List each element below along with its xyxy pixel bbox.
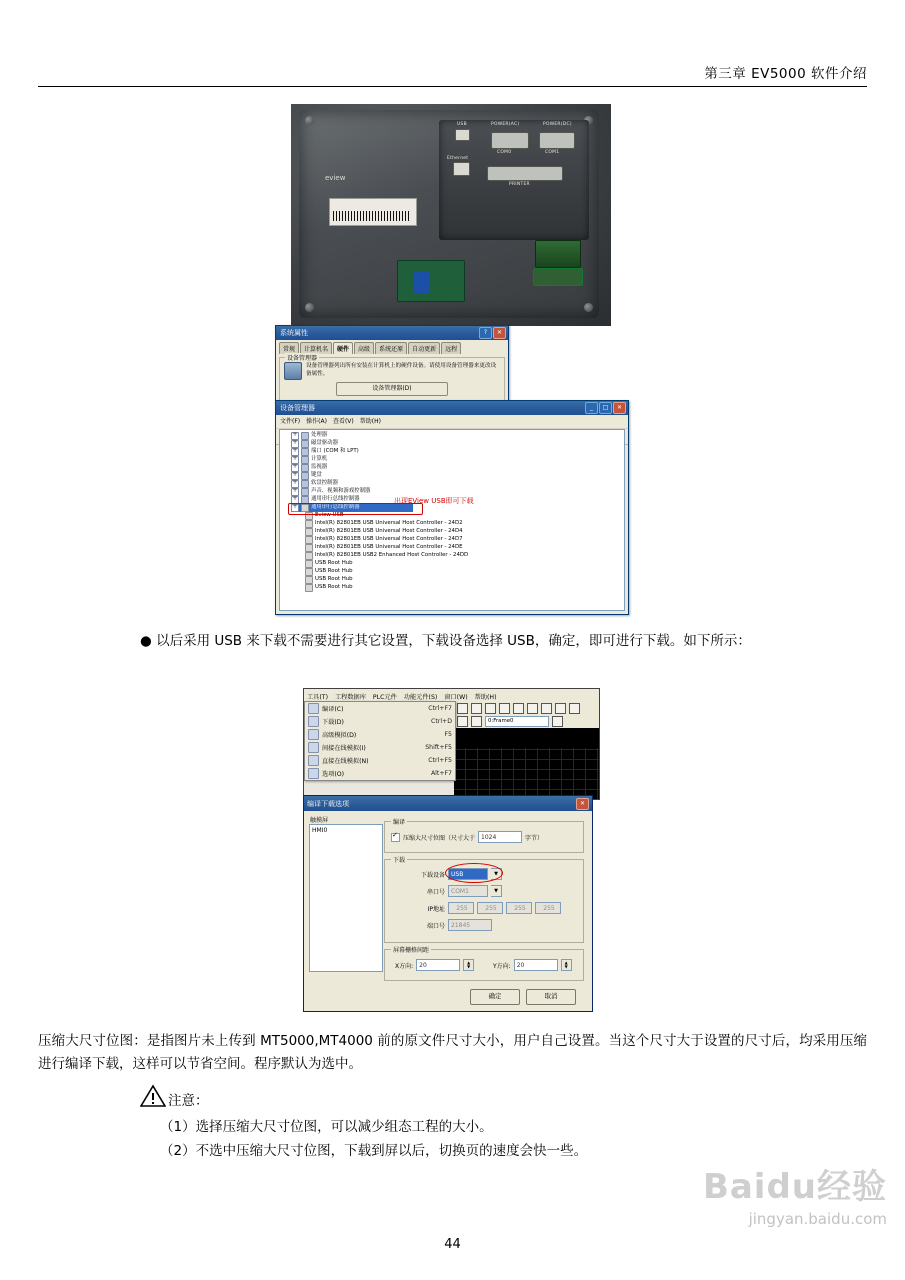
menu-item-compile[interactable] xyxy=(305,702,455,715)
ip-octet-1[interactable]: 255 xyxy=(448,902,474,914)
window-titlebar xyxy=(276,326,508,340)
menu-bar[interactable] xyxy=(276,415,628,429)
minimize-button[interactable]: _ xyxy=(585,402,598,414)
device-manager-icon xyxy=(284,362,302,380)
menu-function-parts[interactable]: 功能元件(S) xyxy=(403,693,438,701)
compress-label: 压缩大尺寸位图（尺寸大于 xyxy=(403,834,476,842)
list-item-hmi0[interactable]: HMI0 xyxy=(312,827,328,834)
menu-item-label: 编译(C) xyxy=(322,706,344,713)
tree-item xyxy=(305,568,621,576)
cancel-button[interactable]: 取消 xyxy=(526,989,576,1005)
tree-label: Intel(R) 82801EB USB Universal Host Controller - 24DE xyxy=(315,544,463,551)
tab-system-restore[interactable]: 系统还原 xyxy=(375,342,407,354)
window-combo[interactable]: 0:Frame0 xyxy=(485,716,549,727)
menu-view[interactable]: 查看(V) xyxy=(332,418,354,425)
screw-icon xyxy=(305,116,314,125)
tree-item xyxy=(305,560,621,568)
window-selector-row[interactable] xyxy=(454,715,599,729)
download-device-label: 下载设备 xyxy=(420,871,445,879)
ip-octet-4[interactable]: 255 xyxy=(535,902,561,914)
window-titlebar xyxy=(276,401,628,415)
polyline-icon[interactable] xyxy=(471,703,482,714)
y-spinner[interactable]: ▲ ▼ xyxy=(561,959,572,971)
help-button[interactable]: ? xyxy=(479,327,492,339)
ev5000-editor-window[interactable] xyxy=(303,688,600,800)
menu-item-shortcut: Alt+F7 xyxy=(430,770,452,777)
direct-sim-icon xyxy=(308,755,319,766)
tree-item xyxy=(291,456,621,464)
tree-label: Eview USB xyxy=(315,512,344,519)
menu-item-label: 间接在线模拟(I) xyxy=(322,745,366,752)
menu-tools[interactable]: 工具(T) xyxy=(307,693,328,701)
highlight-download-device xyxy=(445,863,503,883)
compress-size-input[interactable]: 1024 xyxy=(478,831,522,843)
y-spacing-label: Y方向: xyxy=(493,962,511,970)
compile-group xyxy=(384,821,584,853)
com0-port xyxy=(491,132,529,149)
tab-general[interactable]: 常规 xyxy=(279,342,299,354)
tree-item xyxy=(305,536,621,544)
tree-item xyxy=(305,552,621,560)
brand-logo: eview xyxy=(325,174,346,182)
ethernet-port xyxy=(453,162,470,176)
tree-label: Intel(R) 82801EB USB Universal Host Controller - 24D2 xyxy=(315,520,463,527)
grid-spacing-group xyxy=(384,949,584,981)
green-module xyxy=(535,240,581,268)
tree-item xyxy=(291,480,621,488)
watermark xyxy=(703,1159,887,1228)
dialog-titlebar xyxy=(304,796,592,811)
menu-item-shortcut: Ctrl+F5 xyxy=(428,757,452,764)
menu-item-shortcut: F5 xyxy=(444,731,452,738)
drawing-toolbar[interactable] xyxy=(454,701,599,716)
connector-panel: USB Ethernet POWER(AC) POWER(DC) COM0 COM1 PRINTER xyxy=(439,120,589,240)
tab-advanced[interactable]: 高级 xyxy=(354,342,374,354)
note-item-2: （2）不选中压缩大尺寸位图，下载到屏以后，切换页的速度会快一些。 xyxy=(160,1143,588,1159)
ip-address-label: IP地址 xyxy=(427,905,445,913)
tools-dropdown-menu[interactable] xyxy=(304,701,456,781)
menu-item-offline-sim[interactable] xyxy=(305,728,455,741)
simulate-icon xyxy=(308,729,319,740)
port-number-row[interactable] xyxy=(403,919,575,931)
tree-item xyxy=(291,448,621,456)
tree-label: 处理器 xyxy=(311,432,328,439)
tree-item xyxy=(305,520,621,528)
watermark-title: Baidu经验 xyxy=(702,1167,887,1207)
tree-label: 声音、视频和游戏控制器 xyxy=(311,488,371,495)
page-header: 第三章 EV5000 软件介绍 xyxy=(704,66,867,82)
tree-item xyxy=(291,440,621,448)
group-title: 编译 xyxy=(393,819,406,826)
tree-item xyxy=(291,464,621,472)
hmi-list-label: 触摸屏 xyxy=(310,817,329,824)
menu-file[interactable]: 文件(F) xyxy=(280,418,301,425)
ip-address-row[interactable] xyxy=(403,902,575,914)
window-title: 设备管理器 xyxy=(280,404,315,412)
ok-button[interactable]: 确定 xyxy=(470,989,520,1005)
bold-icon[interactable] xyxy=(457,716,468,727)
menu-item-download[interactable] xyxy=(305,715,455,728)
paragraph-usb-download: ● 以后采用 USB 来下载不需要进行其它设置，下载设备选择 USB，确定，即可进行下载。如下所示： xyxy=(140,633,751,649)
port-number-label: 端口号 xyxy=(426,922,445,930)
menu-action[interactable]: 操作(A) xyxy=(306,418,327,425)
serial-port-label: 串口号 xyxy=(426,888,445,896)
menu-help[interactable]: 帮助(H) xyxy=(474,693,497,701)
maximize-button[interactable]: □ xyxy=(599,402,612,414)
tree-label: 计算机 xyxy=(311,456,328,463)
compile-icon xyxy=(308,703,319,714)
x-spinner[interactable]: ▲ ▼ xyxy=(463,959,474,971)
annotation-eview-usb: 出现EView USB即可下载 xyxy=(394,497,474,505)
tab-remote[interactable]: 远程 xyxy=(441,342,461,354)
com1-port xyxy=(539,132,575,149)
tab-computer-name[interactable]: 计算机名 xyxy=(300,342,332,354)
note-item-1: （1）选择压缩大尺寸位图，可以减少组态工程的大小。 xyxy=(160,1119,493,1135)
printer-port xyxy=(487,166,563,181)
menu-item-indirect-online-sim[interactable] xyxy=(305,741,455,754)
device-body xyxy=(299,110,599,318)
hmi-list[interactable] xyxy=(309,824,383,972)
tree-label: 端口 (COM 和 LPT) xyxy=(311,448,359,455)
editor-screen-area[interactable] xyxy=(454,728,599,799)
rectangle-icon[interactable] xyxy=(499,703,510,714)
menu-item-direct-online-sim[interactable] xyxy=(305,754,455,767)
tree-item xyxy=(291,432,621,440)
tree-label: 通用串行总线控制器 xyxy=(311,504,360,511)
tree-label: 磁盘驱动器 xyxy=(311,440,338,447)
compress-checkbox[interactable] xyxy=(391,833,400,842)
y-spacing-input[interactable]: 20 xyxy=(514,959,558,971)
close-button[interactable]: ✕ xyxy=(576,798,589,810)
tree-label: 通用串行总线控制器 xyxy=(311,496,360,503)
line-icon[interactable] xyxy=(457,703,468,714)
tree-label: USB Root Hub xyxy=(315,576,353,583)
tree-item xyxy=(305,576,621,584)
menu-help[interactable]: 帮助(H) xyxy=(359,418,381,425)
watermark-url: jingyan.baidu.com xyxy=(748,1210,887,1228)
usb-port xyxy=(455,129,470,141)
group-description: 设备管理器列出所有安装在计算机上的硬件设备。请使用设备管理器来更改设备属性。 xyxy=(306,363,497,377)
text-icon[interactable] xyxy=(555,703,566,714)
rounded-rect-icon[interactable] xyxy=(513,703,524,714)
device-photo-figure xyxy=(291,104,611,326)
chevron-down-icon[interactable] xyxy=(552,716,563,727)
menu-item-label: 高级模拟(D) xyxy=(322,732,357,739)
device-tree[interactable] xyxy=(279,429,625,611)
warning-icon xyxy=(140,1084,166,1108)
tree-item xyxy=(291,472,621,480)
download-device-combo[interactable]: USB xyxy=(448,868,488,880)
window-title: 系统属性 xyxy=(280,329,308,337)
tree-item xyxy=(305,528,621,536)
tree-label: 软盘控制器 xyxy=(311,480,338,487)
options-icon xyxy=(308,768,319,779)
screw-icon xyxy=(305,303,314,312)
blue-component xyxy=(414,271,430,293)
tree-label: Intel(R) 82801EB USB Universal Host Controller - 24D4 xyxy=(315,528,463,535)
y-spacing-row[interactable] xyxy=(493,959,572,971)
window-controls[interactable] xyxy=(479,327,508,339)
menu-item-shortcut: Shift+F5 xyxy=(425,744,452,751)
tree-label: USB Root Hub xyxy=(315,584,353,591)
compress-row[interactable] xyxy=(391,831,543,843)
serial-port-row[interactable] xyxy=(403,885,575,897)
page-number: 44 xyxy=(444,1237,461,1252)
polygon-icon[interactable] xyxy=(541,703,552,714)
menu-item-label: 下载(D) xyxy=(322,719,344,726)
tab-auto-update[interactable]: 自动更新 xyxy=(408,342,440,354)
tree-item xyxy=(305,584,621,592)
download-group xyxy=(384,859,584,943)
device-manager-window[interactable] xyxy=(275,400,629,615)
x-spacing-row[interactable] xyxy=(395,959,474,971)
tree-label: 键盘 xyxy=(311,472,322,479)
screw-icon xyxy=(584,303,593,312)
internal-board xyxy=(397,260,465,302)
chevron-down-icon[interactable]: ▼ xyxy=(491,885,502,897)
ellipse-icon[interactable] xyxy=(527,703,538,714)
download-icon xyxy=(308,716,319,727)
x-spacing-input[interactable]: 20 xyxy=(416,959,460,971)
scale-icon[interactable] xyxy=(569,703,580,714)
barcode xyxy=(333,211,411,221)
header-divider xyxy=(38,86,867,87)
power-terminal xyxy=(533,268,583,286)
editor-grid xyxy=(454,748,599,799)
menu-plc-parts[interactable]: PLC元件 xyxy=(372,693,397,701)
tree-label: USB Root Hub xyxy=(315,568,353,575)
tab-hardware[interactable]: 硬件 xyxy=(333,342,353,354)
menu-item-options[interactable] xyxy=(305,767,455,780)
tree-label: 监视器 xyxy=(311,464,328,471)
group-title: 屏幕栅格间距 xyxy=(393,947,430,954)
device-manager-button[interactable]: 设备管理器(D) xyxy=(336,382,448,396)
menu-item-label: 直接在线模拟(N) xyxy=(322,758,369,765)
menu-project-db[interactable]: 工程数据库 xyxy=(334,693,366,701)
tree-label: USB Root Hub xyxy=(315,560,353,567)
close-button[interactable]: ✕ xyxy=(493,327,506,339)
menu-item-label: 选项(O) xyxy=(322,771,345,778)
port-number-input[interactable]: 21845 xyxy=(448,919,492,931)
tree-item xyxy=(291,488,621,496)
arc-icon[interactable] xyxy=(485,703,496,714)
window-controls[interactable] xyxy=(585,402,628,414)
note-title: 注意： xyxy=(168,1093,209,1109)
x-spacing-label: X方向: xyxy=(395,962,414,970)
chevron-down-icon[interactable]: ▼ xyxy=(491,868,502,880)
group-title: 设备管理器 xyxy=(287,355,318,362)
tab-strip[interactable] xyxy=(276,340,508,354)
menu-window[interactable]: 窗口(W) xyxy=(444,693,468,701)
paragraph-compress-explain: 压缩大尺寸位图：是指图片未上传到 MT5000,MT4000 前的原文件尺寸大小，用户自己设置。当这个尺寸大于设置的尺寸后，均采用压缩进行编译下载，这样可以节省空间。程序默认为选中。 xyxy=(38,1033,867,1072)
tree-label: Intel(R) 82801EB USB2 Enhanced Host Controller - 24DD xyxy=(315,552,469,559)
close-button[interactable]: ✕ xyxy=(613,402,626,414)
serial-port-combo[interactable]: COM1 xyxy=(448,885,488,897)
dialog-body xyxy=(304,811,592,1011)
system-properties-window[interactable] xyxy=(275,325,509,405)
ip-octet-3[interactable]: 255 xyxy=(506,902,532,914)
italic-icon[interactable] xyxy=(471,716,482,727)
compress-unit: 字节） xyxy=(525,834,544,842)
ip-octet-2[interactable]: 255 xyxy=(477,902,503,914)
group-title: 下载 xyxy=(393,857,406,864)
menu-item-shortcut: Ctrl+D xyxy=(431,718,452,725)
dialog-title: 编译下载选项 xyxy=(307,799,349,808)
tree-item xyxy=(305,544,621,552)
compile-download-options-dialog[interactable] xyxy=(303,795,593,1012)
menu-item-shortcut: Ctrl+F7 xyxy=(428,705,452,712)
indirect-sim-icon xyxy=(308,742,319,753)
product-label xyxy=(329,198,417,226)
tree-label: Intel(R) 82801EB USB Universal Host Controller - 24D7 xyxy=(315,536,463,543)
